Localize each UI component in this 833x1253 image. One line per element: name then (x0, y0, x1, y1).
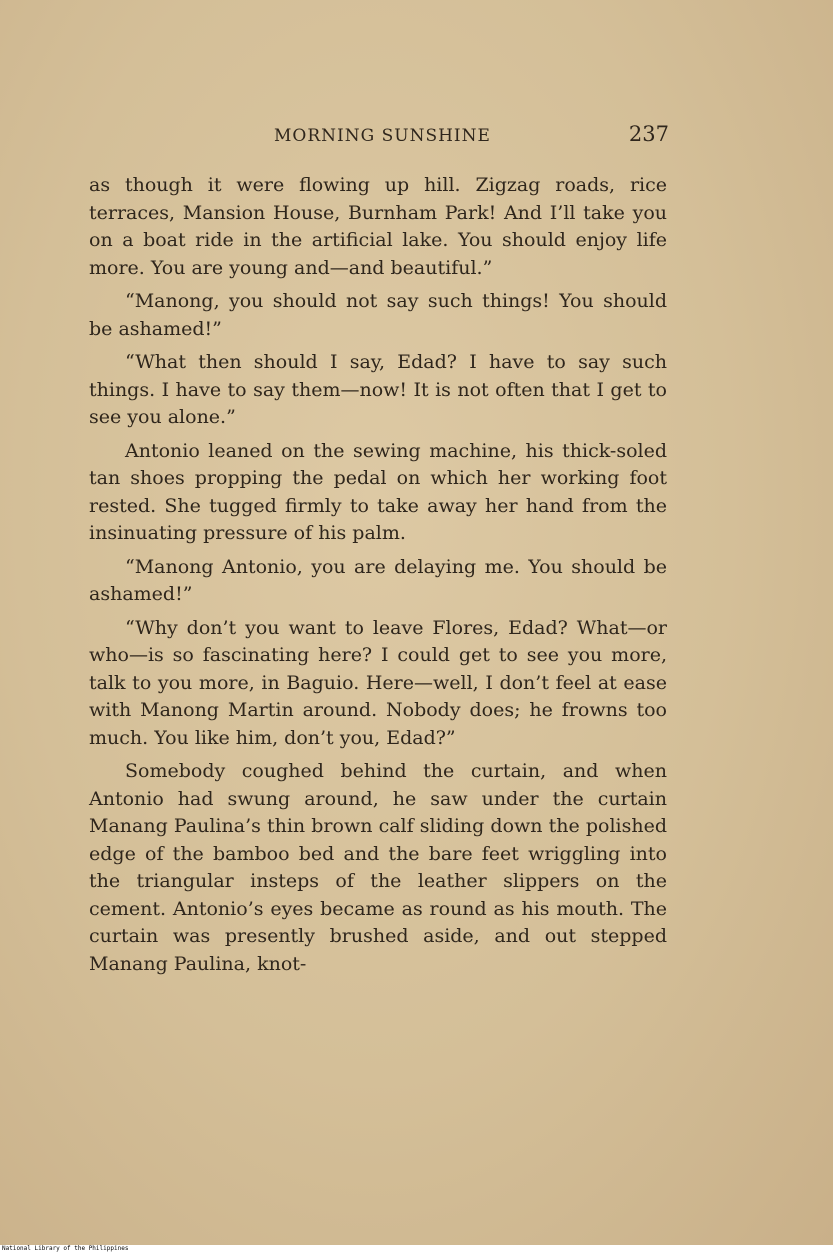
running-title: MORNING SUNSHINE (274, 126, 491, 146)
page-header (89, 122, 669, 152)
paragraph: Somebody coughed behind the curtain, and when Antonio had swung around, he saw under the curtain Manang Paulina’s thin brown calf sliding down the polished edge of the bamboo bed and the bare feet wriggling into the triangular insteps of the leather slippers on the cement. Antonio’s eyes became as round as his mouth. The curtain was presently brushed aside, and out stepped Manang Paulina, knot- (89, 760, 667, 975)
page-number: 237 (628, 122, 669, 146)
paragraph: as though it were flowing up hill. Zigzag roads, rice terraces, Mansion House, Burnham Park! And I’ll take you on a boat ride in the artificial lake. You should enjoy life more. You are young and—and beautiful.” (89, 174, 667, 279)
paragraph: “Manong Antonio, you are delaying me. You should be ashamed!” (89, 555, 667, 605)
library-credit: National Library of the Philippines (2, 1245, 129, 1252)
paragraph: “What then should I say, Edad? I have to say such things. I have to say them—now! It is not often that I get to see you alone.” (89, 351, 667, 428)
paragraph: “Manong, you should not say such things! You should be ashamed!” (89, 290, 667, 340)
paragraph: “Why don’t you want to leave Flores, Edad? What—or who—is so fascinating here? I could get to see you more, talk to you more, in Baguio. Here—well, I don’t feel at ease with Manong Martin around. Nobody does; he frowns too much. You like him, don’t you, Edad?” (89, 616, 667, 749)
footer-bar (0, 1245, 833, 1253)
body-text (89, 172, 667, 984)
paragraph: Antonio leaned on the sewing machine, his thick-soled tan shoes propping the pedal on which her working foot rested. She tugged firmly to take away her hand from the insinuating pressure of his palm. (89, 439, 667, 544)
